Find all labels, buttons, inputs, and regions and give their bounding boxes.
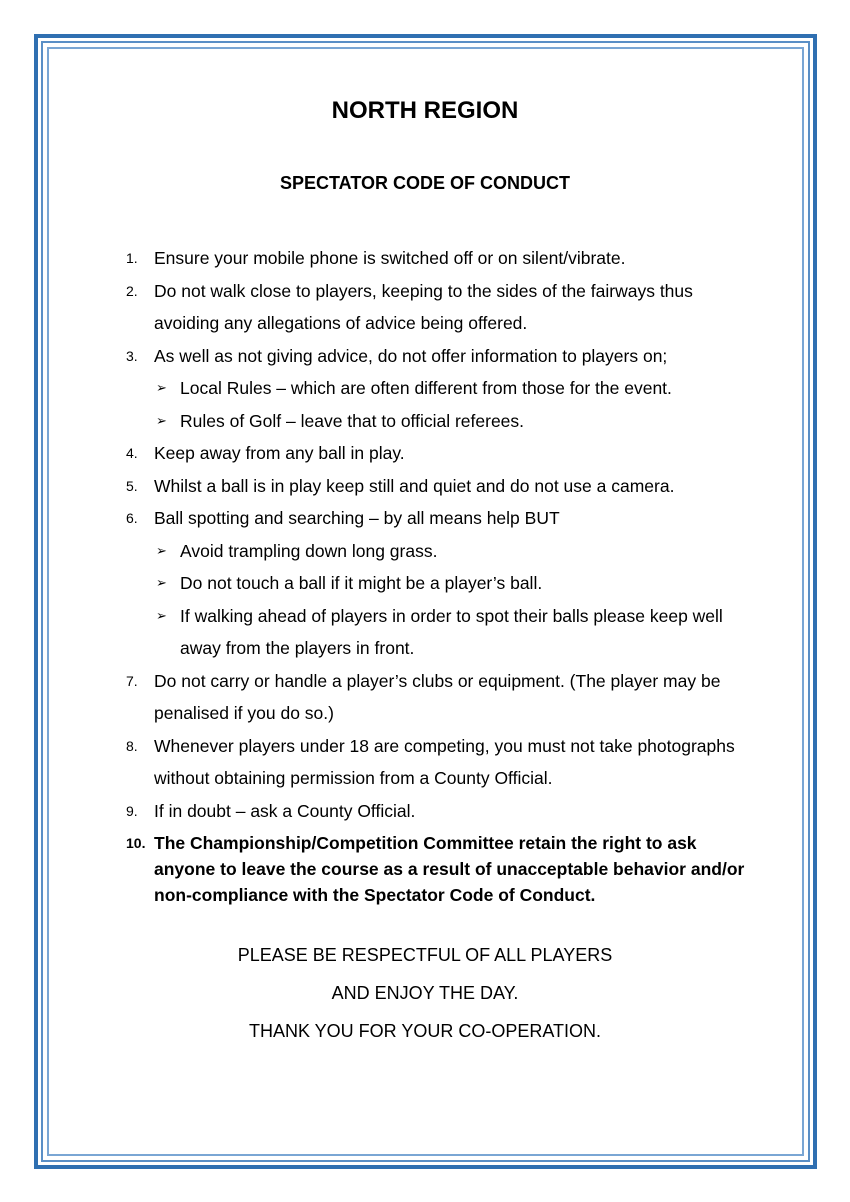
rule-item-5: [126, 470, 746, 503]
sub-list: [154, 535, 746, 665]
sub-item: [154, 600, 746, 665]
rule-text: Do not walk close to players, keeping to the sides of the fairways thus avoiding any allegations of advice being offered.: [154, 280, 693, 333]
sub-item-text: Rules of Golf – leave that to official referees.: [180, 410, 525, 431]
rules-list: [126, 242, 746, 908]
rule-number: 2.: [126, 282, 138, 299]
rule-text: Whenever players under 18 are competing, you must not take photographs without obtaining permission from a County Official.: [154, 735, 735, 788]
rule-item-8: [126, 730, 746, 795]
rule-text: Ball spotting and searching – by all means help BUT: [154, 508, 560, 528]
closing-message: [0, 940, 850, 1054]
rule-number: 4.: [126, 445, 138, 461]
rule-number: 5.: [126, 477, 138, 494]
rule-item-9: [126, 795, 746, 828]
sub-item: [154, 372, 746, 405]
arrow-bullet-icon: ➢: [156, 380, 167, 395]
sub-item: [154, 567, 746, 600]
rule-text: Do not carry or handle a player’s clubs or equipment. (The player may be penalised if you do so.): [154, 670, 721, 723]
rule-text: As well as not giving advice, do not offer information to players on;: [154, 345, 668, 366]
arrow-bullet-icon: ➢: [156, 412, 167, 428]
rule-number: 9.: [126, 802, 138, 819]
arrow-bullet-icon: ➢: [156, 607, 167, 623]
rule-item-1: [126, 242, 746, 275]
rule-text: If in doubt – ask a County Official.: [154, 800, 416, 821]
rule-text: Ensure your mobile phone is switched off or on silent/vibrate.: [154, 248, 626, 268]
rule-item-4: [126, 437, 746, 470]
rule-item-7: [126, 665, 746, 730]
rule-text: The Championship/Competition Committee retain the right to ask anyone to leave the course as a result of unacceptable behavior and/or non-compliance with the Spectator Code of Conduct.: [154, 833, 745, 905]
rule-text: Keep away from any ball in play.: [154, 443, 405, 463]
page-title: NORTH REGION: [331, 97, 519, 124]
sub-item-text: Do not touch a ball if it might be a player’s ball.: [180, 573, 543, 593]
sub-list: [154, 372, 746, 437]
rule-number: 10.: [126, 835, 146, 851]
rule-item-3: [126, 340, 746, 438]
sub-item-text: Local Rules – which are often different from those for the event.: [180, 378, 672, 398]
closing-line-1: PLEASE BE RESPECTFUL OF ALL PLAYERS: [237, 945, 613, 965]
arrow-bullet-icon: ➢: [156, 575, 167, 590]
rule-item-2: [126, 275, 746, 340]
rule-number: 8.: [126, 737, 138, 754]
sub-item: [154, 535, 746, 568]
sub-item-text: If walking ahead of players in order to spot their balls please keep well away from the players in front.: [180, 605, 723, 658]
closing-line-2: AND ENJOY THE DAY.: [331, 983, 519, 1003]
rule-number: 3.: [126, 347, 138, 364]
page-subtitle: SPECTATOR CODE OF CONDUCT: [279, 173, 570, 193]
sub-item: [154, 405, 746, 438]
sub-item-text: Avoid trampling down long grass.: [180, 540, 438, 561]
arrow-bullet-icon: ➢: [156, 542, 167, 558]
rule-item-6: [126, 502, 746, 665]
rule-number: 7.: [126, 672, 138, 689]
rule-text: Whilst a ball is in play keep still and quiet and do not use a camera.: [154, 475, 675, 496]
rule-number: 1.: [126, 250, 138, 266]
rule-number: 6.: [126, 510, 138, 526]
closing-line-3: THANK YOU FOR YOUR CO-OPERATION.: [248, 1021, 602, 1041]
rule-item-10: [126, 830, 746, 908]
